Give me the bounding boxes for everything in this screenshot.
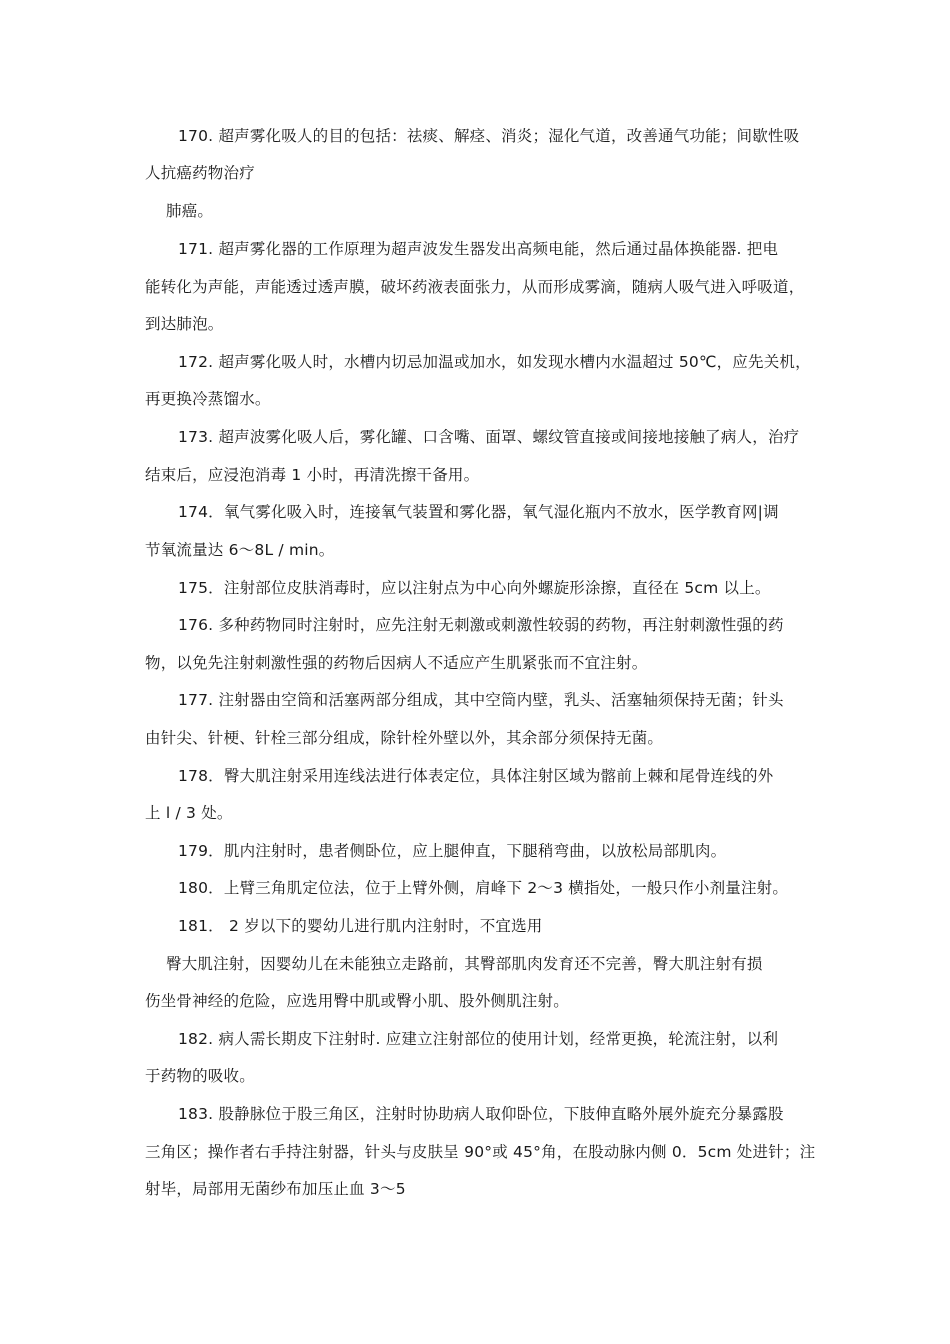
line-172-b: 再更换冷蒸馏水。 — [145, 390, 271, 408]
line-183-a: 183. 股静脉位于股三角区，注射时协助病人取仰卧位，下肢伸直略外展外旋充分暴露股 — [178, 1105, 784, 1123]
line-181-c: 伤坐骨神经的危险，应选用臀中肌或臀小肌、股外侧肌注射。 — [145, 992, 569, 1010]
line-179: 179．肌内注射时，患者侧卧位，应上腿伸直，下腿稍弯曲，以放松局部肌肉。 — [178, 842, 727, 860]
line-177-a: 177. 注射器由空筒和活塞两部分组成，其中空筒内壁，乳头、活塞轴须保持无菌；针头 — [178, 691, 784, 709]
line-183-b: 三角区；操作者右手持注射器，针头与皮肤呈 90°或 45°角，在股动脉内侧 0．5cm 处进针；注 — [145, 1143, 816, 1161]
line-173-b: 结束后，应浸泡消毒 1 小时，再清洗擦干备用。 — [145, 466, 480, 484]
line-175: 175．注射部位皮肤消毒时，应以注射点为中心向外螺旋形涂擦，直径在 5cm 以上。 — [178, 579, 771, 597]
line-171-b: 能转化为声能，声能透过透声膜，破坏药液表面张力，从而形成雾滴，随病人吸气进入呼吸道， — [145, 278, 805, 296]
line-174-b: 节氧流量达 6～8L / min。 — [145, 541, 335, 559]
line-177-b: 由针尖、针梗、针栓三部分组成，除针栓外壁以外，其余部分须保持无菌。 — [145, 729, 664, 747]
line-178-b: 上 l / 3 处。 — [145, 804, 233, 822]
line-183-c: 射毕，局部用无菌纱布加压止血 3～5 — [145, 1180, 406, 1198]
line-171-c: 到达肺泡。 — [145, 315, 224, 333]
line-172-a: 172. 超声雾化吸人时，水槽内切忌加温或加水，如发现水槽内水温超过 50℃，应先关机， — [178, 353, 811, 371]
line-170-c: 肺癌。 — [166, 202, 214, 220]
line-176-a: 176. 多种药物同时注射时，应先注射无刺激或刺激性较弱的药物，再注射刺激性强的药 — [178, 616, 784, 634]
line-182-b: 于药物的吸收。 — [145, 1067, 255, 1085]
line-173-a: 173. 超声波雾化吸人后，雾化罐、口含嘴、面罩、螺纹管直接或间接地接触了病人，治疗 — [178, 428, 800, 446]
line-181-a: 181． 2 岁以下的婴幼儿进行肌内注射时，不宜选用 — [178, 917, 543, 935]
line-174-a: 174．氧气雾化吸入时，连接氧气装置和雾化器，氧气湿化瓶内不放水，医学教育网|调 — [178, 503, 779, 521]
line-182-a: 182. 病人需长期皮下注射时. 应建立注射部位的使用计划，经常更换，轮流注射，以利 — [178, 1030, 779, 1048]
line-180: 180．上臂三角肌定位法，位于上臂外侧，肩峰下 2～3 横指处，一般只作小剂量注射。 — [178, 879, 789, 897]
line-178-a: 178．臀大肌注射采用连线法进行体表定位，具体注射区域为髂前上棘和尾骨连线的外 — [178, 767, 774, 785]
line-181-b: 臀大肌注射，因婴幼儿在未能独立走路前，其臀部肌肉发育还不完善，臀大肌注射有损 — [166, 955, 763, 973]
line-170-b: 人抗癌药物治疗 — [145, 164, 255, 182]
line-170-a: 170. 超声雾化吸人的目的包括：祛痰、解痉、消炎；湿化气道，改善通气功能；间歇性吸 — [178, 127, 800, 145]
line-171-a: 171. 超声雾化器的工作原理为超声波发生器发出高频电能，然后通过晶体换能器. 把电 — [178, 240, 779, 258]
line-176-b: 物，以免先注射刺激性强的药物后因病人不适应产生肌紧张而不宜注射。 — [145, 654, 648, 672]
